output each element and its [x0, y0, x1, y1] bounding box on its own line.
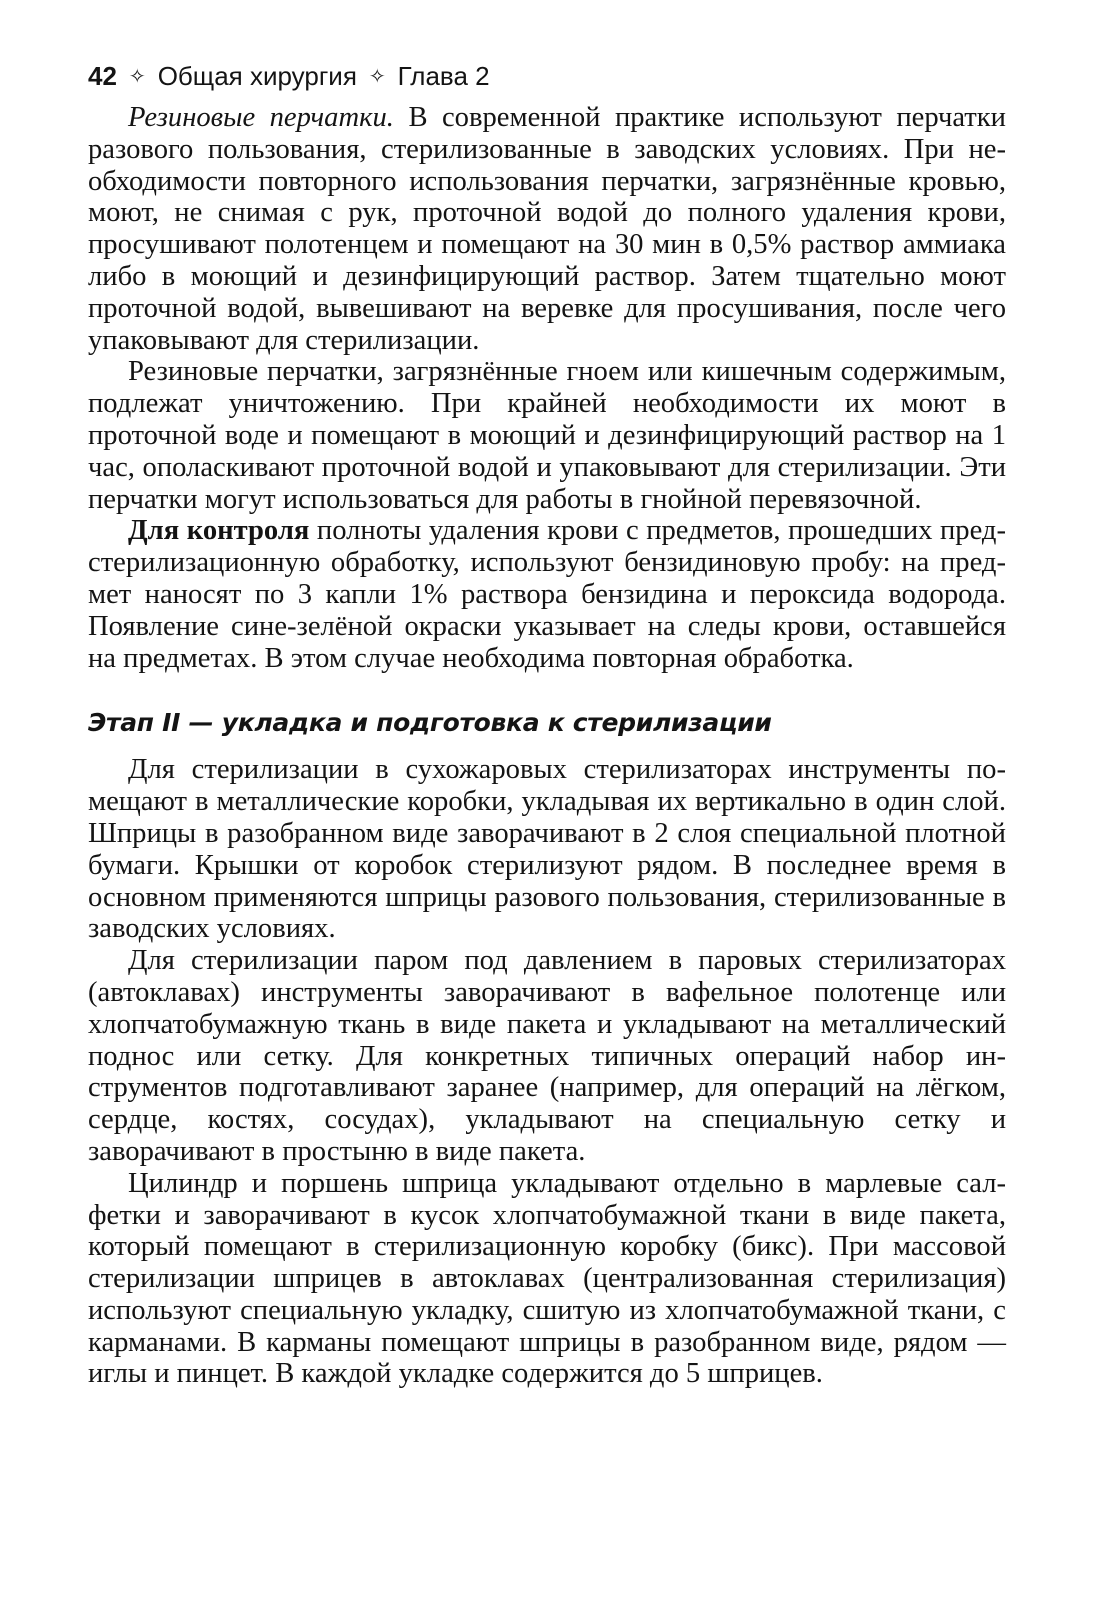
paragraph-syringe — [88, 1168, 1006, 1391]
page-number: 42 — [88, 61, 117, 91]
paragraph-text: Резиновые перчатки, загрязнённые гноем или кишечным содержимым, подлежат уничтожению. При крайней необходимости их моют в проточной воде и помещают в моющий и дезинфицирующий раствор на 1 час, ополаскивают проточной водой и упаковывают для стерилизации. Эти перчатки могут использоваться для работы в гнойной перевязочной. — [88, 356, 1006, 515]
body-text — [88, 102, 1006, 1390]
paragraph-lead-italic: Резиновые перчатки. — [128, 102, 394, 133]
paragraph-contaminated-gloves — [88, 356, 1006, 515]
diamond-separator-icon: ✧ — [128, 66, 146, 88]
paragraph-lead-bold: Для контроля — [128, 515, 310, 547]
paragraph-blood-control — [88, 515, 1006, 674]
paragraph-text: полноты удаления крови с предметов, прошедших предстерилизационную обработку, используют бензидиновую пробу: на предмет наносят по 3 капли 1% раствора бензидина и пероксида водорода. Появление сине-зелёной окраски указывает на следы крови, оставшейся на предметах. В этом случае необходима повторная обработка. — [88, 515, 1006, 674]
section-heading: Этап II — укладка и подготовка к стерилизации — [88, 708, 772, 738]
paragraph-text: Для стерилизации в сухожаровых стерилизаторах инструменты помещают в металлические коробки, укладывая их вертикально в один слой. Шприцы в разобранном виде заворачивают в 2 слоя специальной плотной бумаги. Крышки от коробок стерилизуют рядом. В последнее время в основном применяются шприцы разового пользования, стерилизованные в заводских условиях. — [88, 754, 1006, 945]
paragraph-rubber-gloves — [88, 102, 1006, 356]
paragraph-dry-heat — [88, 754, 1006, 945]
chapter-label: Глава 2 — [397, 61, 490, 91]
diamond-separator-icon: ✧ — [368, 66, 386, 88]
book-page — [88, 56, 1006, 1390]
running-header — [88, 56, 1006, 96]
book-title: Общая хирургия — [157, 61, 357, 91]
paragraph-text: Цилиндр и поршень шприца укладывают отдельно в марлевые салфетки и заворачивают в кусок хлопчатобумажной ткани в виде пакета, который помещают в стерилизационную коробку (бикс). При массовой стерилизации шприцев в автоклавах (централизованная стерилизация) используют специальную укладку, сшитую из хлопчатобумажной ткани, с карманами. В карманы помещают шприцы в разобранном виде, рядом — иглы и пинцет. В каждой укладке содержится до 5 шприцев. — [88, 1167, 1006, 1390]
paragraph-autoclave — [88, 945, 1006, 1168]
paragraph-text: В современной практике используют перчатки разового пользования, стерилизованные в заводских условиях. При необходимости повторного использования перчатки, загрязнённые кровью, моют, не снимая с рук, проточной водой до полного удаления крови, просушивают полотенцем и помещают на 30 мин в 0,5% раствор аммиака либо в моющий и дезинфицирующий раствор. Затем тщательно моют проточной водой, вывешивают на веревке для просушивания, после чего упаковывают для стерилизации. — [88, 102, 1006, 356]
paragraph-text: Для стерилизации паром под давлением в паровых стерилизаторах (автоклавах) инструменты заворачивают в вафельное полотенце или хлопчатобумажную ткань в виде пакета и укладывают на металлический поднос или сетку. Для конкретных типичных операций набор инструментов подготавливают заранее (например, для операций на лёгком, сердце, костях, сосудах), укладывают на специальную сетку и заворачивают в простыню в виде пакета. — [88, 945, 1006, 1167]
